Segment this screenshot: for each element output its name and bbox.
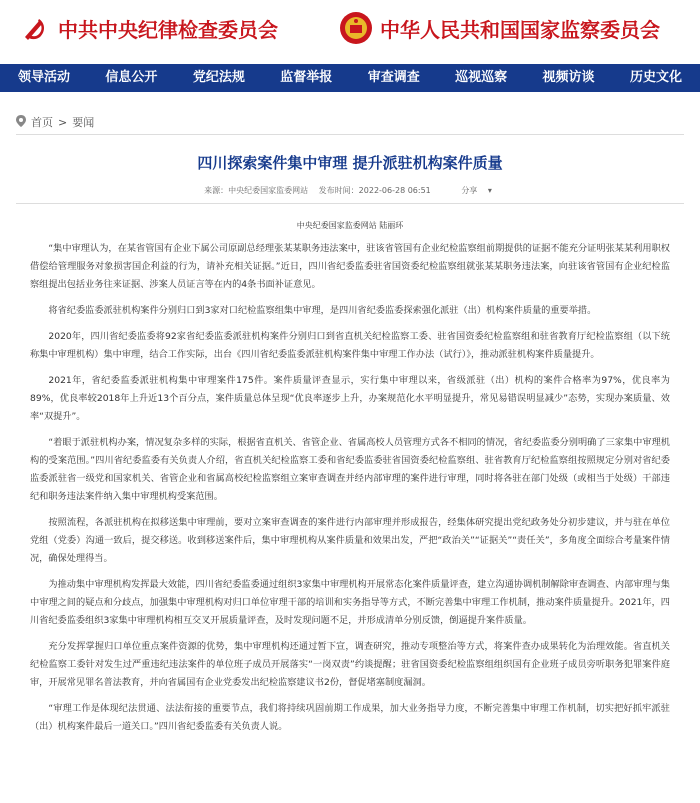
divider xyxy=(16,134,684,135)
paragraph: “集中审理认为，在某省管国有企业下属公司原副总经理张某某职务违法案中，驻该省管国有企业纪检监察组前期提供的证据不能充分证明张某某利用职权借偿给管理服务对象损害国企利益的行为，请补充相关证据。”近日，四川省纪委监委驻省国资委纪检监察组就张某某职务违法案，向驻该省管国有企业纪检监察组提出包括业务往来证据、涉案人员证言等在内的4条书面补证意见。 xyxy=(30,243,670,290)
nav-item-video[interactable]: 视频访谈 xyxy=(542,70,595,85)
breadcrumb-current[interactable]: 要闻 xyxy=(72,116,95,129)
nav-item-regulations[interactable]: 党纪法规 xyxy=(192,70,245,85)
nav-item-leadership[interactable]: 领导活动 xyxy=(18,70,71,85)
divider xyxy=(16,203,684,204)
paragraph: 将省纪委监委派驻机构案件分别归口到3家对口纪检监察组集中审理，是四川省纪委监委探索强化派驻（出）机构案件质量的重要举措。 xyxy=(48,305,597,316)
breadcrumb-home[interactable]: 首页 xyxy=(31,116,53,129)
nav-item-info[interactable]: 信息公开 xyxy=(105,70,158,85)
nav-item-report[interactable]: 监督举报 xyxy=(280,70,333,85)
article-date: 发布时间：2022-06-28 06:51 xyxy=(318,186,431,195)
nav-item-history[interactable]: 历史文化 xyxy=(629,70,682,85)
breadcrumb xyxy=(16,114,94,130)
article-meta xyxy=(0,185,700,196)
article-body xyxy=(30,240,670,744)
breadcrumb-separator: > xyxy=(58,115,68,129)
paragraph: 2021年，省纪委监委派驻机构集中审理案件175件。案件质量评查显示，实行集中审理以来，省级派驻（出）机构的案件合格率为97%，优良率为89%，优良率较2018年上升近13个百分点，案件质量总体呈现“优良率逐步上升，办案规范化水平明显提升，常见易错误明显减少”态势，实现办案质量、效率“双提升”。 xyxy=(30,375,670,422)
ccdi-org-name: 中共中央纪律检查委员会 xyxy=(58,17,278,42)
share-icon: ▾ xyxy=(487,186,492,195)
article-source: 来源：中央纪委国家监委网站 xyxy=(204,186,309,195)
article-title: 四川探索案件集中审理 提升派驻机构案件质量 xyxy=(197,154,503,172)
party-emblem-icon xyxy=(16,10,52,46)
paragraph: “审理工作是体现纪法贯通、法法衔接的重要节点，我们将持续巩固前期工作成果，加大业务指导力度，不断完善集中审理工作机制，切实把好抓牢派驻（出）机构案件最后一道关口。”四川省纪委监委有关负责人说。 xyxy=(30,703,670,732)
paragraph: 充分发挥掌握归口单位重点案件资源的优势，集中审理机构还通过暂下宣，调查研究，推动专项整治等方式，将案件查办成果转化为治理效能。省直机关纪检监察工委针对发生过严重违纪违法案件的单位班子成员开展落实“一岗双责”约谈提醒；驻省国资委纪检监察组组织国有企业班子成员旁听职务犯罪案件庭审，开展常见罪名普法教育，并向省属国有企业党委发出纪检监察建议书2份，督促堵塞制度漏洞。 xyxy=(30,641,670,688)
main-nav xyxy=(0,64,700,92)
nsc-logo[interactable] xyxy=(338,10,660,46)
article-byline: 中央纪委国家监委网站 陆丽环 xyxy=(296,221,404,230)
paragraph: 按照流程，各派驻机构在拟移送集中审理前，要对立案审查调查的案件进行内部审理并形成报告，经集体研究提出党纪政务处分初步建议，并与驻在单位党组（党委）沟通一致后，提交移送。收到移送案件后，集中审理机构从案件质量和效果出发，严把“政治关”“证据关”“责任关”，多角度全面综合考量案件情况，确保处理得当。 xyxy=(30,517,670,564)
ccdi-logo[interactable] xyxy=(16,10,278,46)
nav-item-review[interactable]: 审查调查 xyxy=(367,70,420,85)
nsc-org-name: 中华人民共和国国家监察委员会 xyxy=(380,17,660,42)
location-pin-icon xyxy=(16,115,26,130)
paragraph: 为推动集中审理机构发挥最大效能，四川省纪委监委通过组织3家集中审理机构开展常态化案件质量评查，建立沟通协调机制解除审查调查、内部审理与集中审理之间的疑点和分歧点，加强集中审理机构对归口单位审理干部的培训和实务指导等方式，不断完善集中审理工作机制，推动案件质量提升。2021年，四川省纪委监委组织3家集中审理机构相互交叉开展质量评查，及时发现问题不足，并形成清单分别反馈，倒逼提升案件质量。 xyxy=(30,579,670,626)
site-header xyxy=(0,0,700,64)
share-button[interactable] xyxy=(457,186,496,195)
paragraph: “着眼于派驻机构办案，情况复杂多样的实际，根据省直机关、省管企业、省属高校人员管理方式各不相同的情况，省纪委监委分别明确了三家集中审理机构的受案范围。”四川省纪委监委有关负责人介绍，省直机关纪检监察工委和省纪委监委驻省国资委纪检监察组、驻省教育厅纪检监察组按照规定分别对省纪委监委派驻省一级党和国家机关、省管企业和省属高校纪检监察组立案审查调查并经内部审理的案件进行审理，同时将各驻在部门处级（或相当于处级）干部违纪和职务违法案件纳入集中审理机构受案范围。 xyxy=(30,437,670,502)
share-label: 分享 xyxy=(461,186,478,195)
paragraph: 2020年，四川省纪委监委将92家省纪委监委派驻机构案件分别归口到省直机关纪检监察工委、驻省国资委纪检监察组和驻省教育厅纪检监察组（以下统称集中审理机构）集中审理，结合工作实际，出台《四川省纪委监委派驻机构案件集中审理工作办法（试行）》，推动派驻机构案件质量提升。 xyxy=(30,331,670,360)
nav-item-inspection[interactable]: 巡视巡察 xyxy=(455,70,508,85)
national-emblem-icon xyxy=(338,10,374,46)
